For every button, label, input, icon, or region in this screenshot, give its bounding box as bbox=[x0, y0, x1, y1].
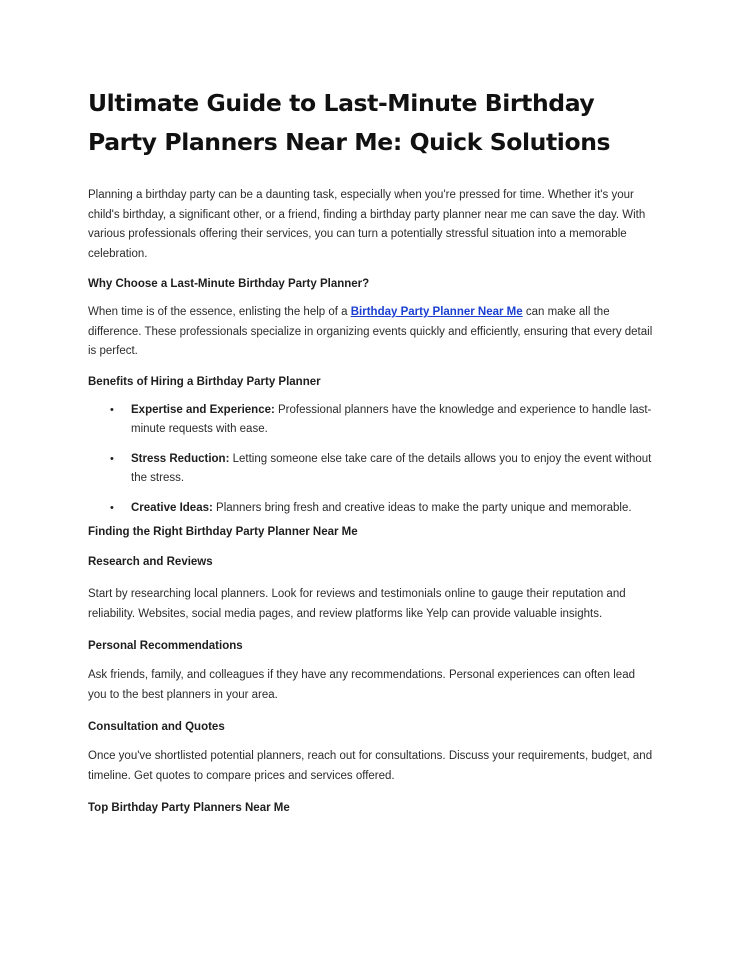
bullet-icon: • bbox=[110, 403, 114, 416]
list-item bbox=[88, 401, 653, 440]
planner-link[interactable]: Birthday Party Planner Near Me bbox=[350, 306, 523, 318]
personal-paragraph: Ask friends, family, and colleagues if they have any recommendations. Personal experiences can often lead you to the best planners in your area. bbox=[88, 669, 635, 701]
finding-heading: Finding the Right Birthday Party Planner Near Me bbox=[88, 526, 358, 538]
page-title: Ultimate Guide to Last-Minute Birthday Party Planners Near Me: Quick Solutions bbox=[88, 89, 611, 156]
benefit-text: Professional planners have the knowledge and experience to handle last-minute requests with ease. bbox=[131, 403, 652, 435]
benefit-term: Stress Reduction: bbox=[131, 452, 230, 465]
benefit-text: Planners bring fresh and creative ideas to make the party unique and memorable. bbox=[212, 501, 632, 514]
why-text-before: When time is of the essence, enlisting the help of a bbox=[88, 306, 351, 318]
benefit-term: Creative Ideas: bbox=[131, 501, 213, 514]
consult-heading: Consultation and Quotes bbox=[88, 721, 225, 733]
research-paragraph: Start by researching local planners. Look for reviews and testimonials online to gauge their reputation and reliability. Websites, social media pages, and review platforms like Yelp can provide valuable insights. bbox=[88, 588, 626, 620]
benefit-term: Expertise and Experience: bbox=[131, 403, 275, 416]
why-text-after: can make all the difference. These professionals specialize in organizing events quickly and efficiently, ensuring that every detail is perfect. bbox=[88, 306, 653, 357]
bullet-icon: • bbox=[110, 501, 114, 514]
bullet-icon: • bbox=[110, 452, 114, 465]
personal-heading: Personal Recommendations bbox=[88, 640, 243, 652]
intro-paragraph: Planning a birthday party can be a daunting task, especially when you're pressed for time. Whether it's your child's birthday, a significant other, or a friend, finding a birthday party planner near me can save the day. With various professionals offering their services, you can turn a potentially stressful situation into a memorable celebration. bbox=[88, 189, 646, 260]
research-heading: Research and Reviews bbox=[88, 556, 213, 568]
top-heading: Top Birthday Party Planners Near Me bbox=[88, 802, 290, 814]
benefits-list bbox=[88, 401, 653, 519]
list-item bbox=[88, 450, 653, 489]
consult-paragraph: Once you've shortlisted potential planners, reach out for consultations. Discuss your requirements, budget, and timeline. Get quotes to compare prices and services offered. bbox=[88, 750, 653, 782]
why-heading: Why Choose a Last-Minute Birthday Party Planner? bbox=[88, 278, 370, 290]
list-item bbox=[88, 499, 653, 519]
benefit-text: Letting someone else take care of the details allows you to enjoy the event without the stress. bbox=[131, 452, 652, 484]
why-paragraph bbox=[88, 303, 653, 362]
benefits-heading: Benefits of Hiring a Birthday Party Planner bbox=[88, 375, 321, 388]
